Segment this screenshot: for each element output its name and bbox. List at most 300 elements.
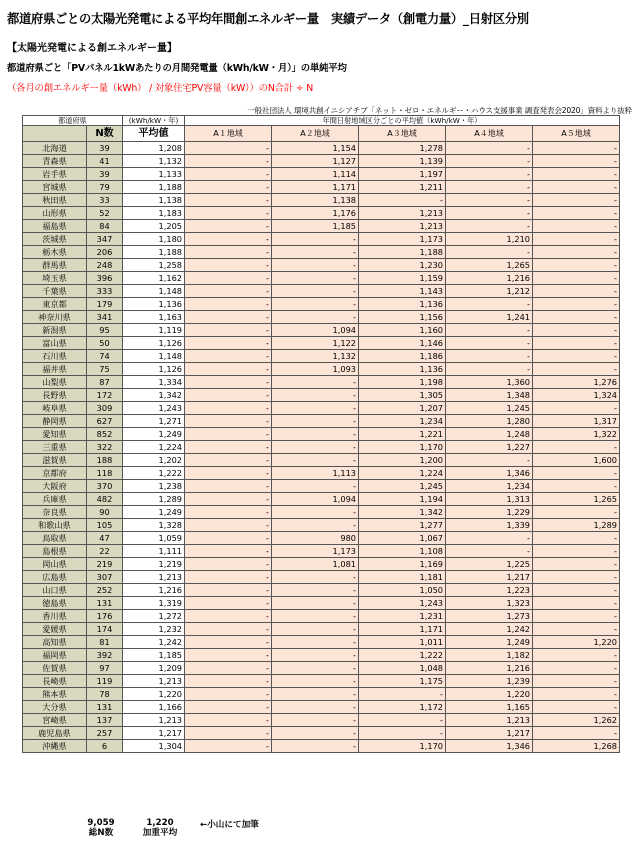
prefecture-cell: 新潟県 xyxy=(23,324,87,337)
a1-cell: - xyxy=(185,246,272,259)
a5-cell: - xyxy=(533,675,620,688)
n-cell: 252 xyxy=(87,584,123,597)
total-n xyxy=(84,818,118,838)
weighted-average xyxy=(132,818,188,838)
prefecture-cell: 石川県 xyxy=(23,350,87,363)
a5-cell: - xyxy=(533,571,620,584)
a1-cell: - xyxy=(185,168,272,181)
a3-cell: 1,011 xyxy=(359,636,446,649)
table-row xyxy=(23,259,620,272)
a4-cell: 1,165 xyxy=(446,701,533,714)
table-row xyxy=(23,285,620,298)
a3-cell: 1,170 xyxy=(359,740,446,753)
table-row xyxy=(23,142,620,155)
n-cell: 131 xyxy=(87,597,123,610)
a4-cell: 1,213 xyxy=(446,714,533,727)
a1-cell: - xyxy=(185,259,272,272)
avg-cell: 1,243 xyxy=(123,402,185,415)
a3-cell: - xyxy=(359,194,446,207)
a5-cell: - xyxy=(533,688,620,701)
a4-cell: 1,313 xyxy=(446,493,533,506)
a2-cell: 1,173 xyxy=(272,545,359,558)
a3-cell: 1,245 xyxy=(359,480,446,493)
a5-cell: - xyxy=(533,142,620,155)
table-row xyxy=(23,428,620,441)
a2-cell: 1,132 xyxy=(272,350,359,363)
a4-cell: - xyxy=(446,324,533,337)
prefecture-cell: 大阪府 xyxy=(23,480,87,493)
a4-cell: - xyxy=(446,454,533,467)
a1-cell: - xyxy=(185,467,272,480)
a2-cell: 1,094 xyxy=(272,493,359,506)
avg-cell: 1,188 xyxy=(123,246,185,259)
a2-cell: - xyxy=(272,428,359,441)
a2-cell: 1,093 xyxy=(272,363,359,376)
n-cell: 174 xyxy=(87,623,123,636)
avg-cell: 1,138 xyxy=(123,194,185,207)
a1-cell: - xyxy=(185,480,272,493)
a4-cell: 1,249 xyxy=(446,636,533,649)
a3-cell: 1,342 xyxy=(359,506,446,519)
a4-cell: 1,223 xyxy=(446,584,533,597)
table-row xyxy=(23,220,620,233)
a4-cell: 1,265 xyxy=(446,259,533,272)
avg-cell: 1,132 xyxy=(123,155,185,168)
n-cell: 188 xyxy=(87,454,123,467)
a5-cell: - xyxy=(533,311,620,324)
prefecture-cell: 北海道 xyxy=(23,142,87,155)
a3-cell: 1,170 xyxy=(359,441,446,454)
a3-cell: 1,175 xyxy=(359,675,446,688)
a4-cell: 1,239 xyxy=(446,675,533,688)
a4-cell: - xyxy=(446,207,533,220)
prefecture-cell: 鳥取県 xyxy=(23,532,87,545)
a4-cell: 1,217 xyxy=(446,727,533,740)
a3-cell: - xyxy=(359,727,446,740)
a5-cell: - xyxy=(533,584,620,597)
a2-cell: - xyxy=(272,571,359,584)
a1-cell: - xyxy=(185,272,272,285)
a2-cell: - xyxy=(272,480,359,493)
table-row xyxy=(23,740,620,753)
n-cell: 341 xyxy=(87,311,123,324)
table-row xyxy=(23,675,620,688)
a1-cell: - xyxy=(185,714,272,727)
a3-cell: 1,198 xyxy=(359,376,446,389)
a1-cell: - xyxy=(185,194,272,207)
n-cell: 47 xyxy=(87,532,123,545)
a4-cell: 1,225 xyxy=(446,558,533,571)
a3-cell: 1,231 xyxy=(359,610,446,623)
table-row xyxy=(23,623,620,636)
a5-cell: 1,268 xyxy=(533,740,620,753)
a3-cell: 1,278 xyxy=(359,142,446,155)
prefecture-cell: 香川県 xyxy=(23,610,87,623)
prefecture-cell: 佐賀県 xyxy=(23,662,87,675)
a3-cell: 1,221 xyxy=(359,428,446,441)
a5-cell: - xyxy=(533,480,620,493)
prefecture-cell: 山梨県 xyxy=(23,376,87,389)
a4-cell: 1,273 xyxy=(446,610,533,623)
prefecture-cell: 三重県 xyxy=(23,441,87,454)
avg-cell: 1,271 xyxy=(123,415,185,428)
a3-cell: 1,159 xyxy=(359,272,446,285)
avg-cell: 1,148 xyxy=(123,350,185,363)
weighted-avg-label: 加重平均 xyxy=(142,828,178,838)
avg-cell: 1,217 xyxy=(123,727,185,740)
n-cell: 333 xyxy=(87,285,123,298)
n-cell: 370 xyxy=(87,480,123,493)
avg-cell: 1,180 xyxy=(123,233,185,246)
a4-cell: - xyxy=(446,532,533,545)
a1-cell: - xyxy=(185,428,272,441)
table-row xyxy=(23,246,620,259)
table-row xyxy=(23,701,620,714)
avg-cell: 1,289 xyxy=(123,493,185,506)
prefecture-cell: 宮城県 xyxy=(23,181,87,194)
prefecture-cell: 福井県 xyxy=(23,363,87,376)
n-cell: 119 xyxy=(87,675,123,688)
table-row xyxy=(23,181,620,194)
a4-cell: 1,339 xyxy=(446,519,533,532)
a3-cell: 1,197 xyxy=(359,168,446,181)
n-cell: 172 xyxy=(87,389,123,402)
a4-cell: 1,248 xyxy=(446,428,533,441)
prefecture-cell: 京都府 xyxy=(23,467,87,480)
a5-cell: - xyxy=(533,155,620,168)
table-row xyxy=(23,298,620,311)
prefecture-cell: 兵庫県 xyxy=(23,493,87,506)
n-cell: 78 xyxy=(87,688,123,701)
a3-cell: 1,146 xyxy=(359,337,446,350)
prefecture-cell: 千葉県 xyxy=(23,285,87,298)
a4-cell: 1,323 xyxy=(446,597,533,610)
n-cell: 33 xyxy=(87,194,123,207)
a5-cell: - xyxy=(533,194,620,207)
table-row xyxy=(23,727,620,740)
a1-cell: - xyxy=(185,285,272,298)
avg-cell: 1,319 xyxy=(123,597,185,610)
pref-header-blank xyxy=(23,126,87,142)
prefecture-cell: 富山県 xyxy=(23,337,87,350)
a2-cell: 1,122 xyxy=(272,337,359,350)
avg-cell: 1,219 xyxy=(123,558,185,571)
avg-cell: 1,249 xyxy=(123,428,185,441)
a4-cell: 1,229 xyxy=(446,506,533,519)
avg-cell: 1,222 xyxy=(123,467,185,480)
a4-cell: 1,241 xyxy=(446,311,533,324)
avg-cell: 1,216 xyxy=(123,584,185,597)
a3-cell: 1,136 xyxy=(359,298,446,311)
a4-cell: - xyxy=(446,350,533,363)
table-row xyxy=(23,558,620,571)
a4-cell: 1,227 xyxy=(446,441,533,454)
a1-cell: - xyxy=(185,181,272,194)
page-title: 都道府県ごとの太陽光発電による平均年間創エネルギー量 実績データ（創電力量）_日射区分別 xyxy=(7,12,529,26)
avg-cell: 1,188 xyxy=(123,181,185,194)
avg-cell: 1,232 xyxy=(123,623,185,636)
a1-cell: - xyxy=(185,389,272,402)
a1-cell: - xyxy=(185,675,272,688)
avg-cell: 1,205 xyxy=(123,220,185,233)
a4-cell: - xyxy=(446,337,533,350)
prefecture-cell: 滋賀県 xyxy=(23,454,87,467)
a2-cell: 1,113 xyxy=(272,467,359,480)
a4-cell: - xyxy=(446,545,533,558)
a3-cell: 1,139 xyxy=(359,155,446,168)
avg-cell: 1,208 xyxy=(123,142,185,155)
n-cell: 392 xyxy=(87,649,123,662)
a2-cell: - xyxy=(272,519,359,532)
n-cell: 50 xyxy=(87,337,123,350)
avg-cell: 1,272 xyxy=(123,610,185,623)
region-a5-header: A５地域 xyxy=(533,126,620,142)
a1-cell: - xyxy=(185,363,272,376)
a1-cell: - xyxy=(185,558,272,571)
a2-cell: - xyxy=(272,298,359,311)
prefecture-cell: 熊本県 xyxy=(23,688,87,701)
a1-cell: - xyxy=(185,584,272,597)
prefecture-cell: 高知県 xyxy=(23,636,87,649)
table-row xyxy=(23,467,620,480)
n-cell: 95 xyxy=(87,324,123,337)
a2-cell: - xyxy=(272,389,359,402)
a2-cell: - xyxy=(272,649,359,662)
a4-cell: - xyxy=(446,363,533,376)
a1-cell: - xyxy=(185,610,272,623)
region-a2-header: A２地域 xyxy=(272,126,359,142)
a4-cell: 1,280 xyxy=(446,415,533,428)
a3-cell: - xyxy=(359,714,446,727)
a3-cell: 1,305 xyxy=(359,389,446,402)
a4-cell: 1,346 xyxy=(446,740,533,753)
prefecture-cell: 静岡県 xyxy=(23,415,87,428)
n-cell: 396 xyxy=(87,272,123,285)
a4-cell: 1,348 xyxy=(446,389,533,402)
a4-cell: 1,360 xyxy=(446,376,533,389)
avg-cell: 1,185 xyxy=(123,649,185,662)
a2-cell: 1,081 xyxy=(272,558,359,571)
a4-cell: 1,216 xyxy=(446,272,533,285)
n-cell: 87 xyxy=(87,376,123,389)
a5-cell: - xyxy=(533,727,620,740)
avg-cell: 1,163 xyxy=(123,311,185,324)
n-cell: 176 xyxy=(87,610,123,623)
a5-cell: - xyxy=(533,662,620,675)
prefecture-cell: 鹿児島県 xyxy=(23,727,87,740)
prefecture-cell: 福島県 xyxy=(23,220,87,233)
table-row xyxy=(23,480,620,493)
avg-cell: 1,342 xyxy=(123,389,185,402)
a2-cell: - xyxy=(272,597,359,610)
a3-cell: 1,200 xyxy=(359,454,446,467)
avg-cell: 1,213 xyxy=(123,675,185,688)
table-row xyxy=(23,597,620,610)
a1-cell: - xyxy=(185,324,272,337)
a2-cell: 1,185 xyxy=(272,220,359,233)
a2-cell: - xyxy=(272,662,359,675)
description: 都道府県ごと「PVパネル1kWあたりの月間発電量（kWh/kW・月）」の単純平均 xyxy=(7,63,347,74)
n-cell: 105 xyxy=(87,519,123,532)
a3-cell: 1,211 xyxy=(359,181,446,194)
header-row-2 xyxy=(23,126,620,142)
table-row xyxy=(23,584,620,597)
n-cell: 39 xyxy=(87,168,123,181)
prefecture-cell: 神奈川県 xyxy=(23,311,87,324)
a2-cell: - xyxy=(272,740,359,753)
a2-cell: 1,127 xyxy=(272,155,359,168)
a3-cell: 1,222 xyxy=(359,649,446,662)
a5-cell: 1,322 xyxy=(533,428,620,441)
avg-cell: 1,258 xyxy=(123,259,185,272)
table-row xyxy=(23,571,620,584)
a5-cell: 1,265 xyxy=(533,493,620,506)
avg-cell: 1,334 xyxy=(123,376,185,389)
a5-cell: - xyxy=(533,350,620,363)
avg-cell: 1,183 xyxy=(123,207,185,220)
a2-cell: 1,176 xyxy=(272,207,359,220)
total-n-label: 総N数 xyxy=(88,828,114,838)
a2-cell: - xyxy=(272,376,359,389)
a3-cell: 1,136 xyxy=(359,363,446,376)
a3-cell: 1,194 xyxy=(359,493,446,506)
prefecture-cell: 島根県 xyxy=(23,545,87,558)
avg-header: 平均値 xyxy=(123,126,185,142)
table-row xyxy=(23,272,620,285)
prefecture-cell: 茨城県 xyxy=(23,233,87,246)
table-row xyxy=(23,155,620,168)
a1-cell: - xyxy=(185,311,272,324)
avg-cell: 1,213 xyxy=(123,571,185,584)
n-cell: 41 xyxy=(87,155,123,168)
n-cell: 309 xyxy=(87,402,123,415)
a1-cell: - xyxy=(185,376,272,389)
a1-cell: - xyxy=(185,532,272,545)
a1-cell: - xyxy=(185,649,272,662)
table-row xyxy=(23,168,620,181)
a1-cell: - xyxy=(185,506,272,519)
a5-cell: - xyxy=(533,623,620,636)
a2-cell: - xyxy=(272,285,359,298)
a2-cell: - xyxy=(272,636,359,649)
avg-cell: 1,238 xyxy=(123,480,185,493)
a1-cell: - xyxy=(185,155,272,168)
prefecture-cell: 埼玉県 xyxy=(23,272,87,285)
prefecture-header: 都道府県 xyxy=(23,116,123,126)
avg-cell: 1,166 xyxy=(123,701,185,714)
a1-cell: - xyxy=(185,597,272,610)
n-cell: 84 xyxy=(87,220,123,233)
n-cell: 74 xyxy=(87,350,123,363)
prefecture-cell: 岐阜県 xyxy=(23,402,87,415)
n-cell: 206 xyxy=(87,246,123,259)
a3-cell: - xyxy=(359,688,446,701)
a1-cell: - xyxy=(185,298,272,311)
n-cell: 482 xyxy=(87,493,123,506)
n-cell: 627 xyxy=(87,415,123,428)
avg-cell: 1,059 xyxy=(123,532,185,545)
table-row xyxy=(23,350,620,363)
n-cell: 248 xyxy=(87,259,123,272)
a3-cell: 1,277 xyxy=(359,519,446,532)
a1-cell: - xyxy=(185,493,272,506)
a2-cell: - xyxy=(272,623,359,636)
region-a4-header: A４地域 xyxy=(446,126,533,142)
a1-cell: - xyxy=(185,220,272,233)
a5-cell: 1,220 xyxy=(533,636,620,649)
a2-cell: - xyxy=(272,402,359,415)
a1-cell: - xyxy=(185,233,272,246)
prefecture-cell: 広島県 xyxy=(23,571,87,584)
avg-cell: 1,224 xyxy=(123,441,185,454)
a3-cell: 1,213 xyxy=(359,207,446,220)
avg-cell: 1,328 xyxy=(123,519,185,532)
a1-cell: - xyxy=(185,454,272,467)
a1-cell: - xyxy=(185,337,272,350)
n-cell: 179 xyxy=(87,298,123,311)
a2-cell: 1,114 xyxy=(272,168,359,181)
a5-cell: - xyxy=(533,649,620,662)
n-cell: 39 xyxy=(87,142,123,155)
n-cell: 79 xyxy=(87,181,123,194)
a3-cell: 1,243 xyxy=(359,597,446,610)
a5-cell: 1,324 xyxy=(533,389,620,402)
a1-cell: - xyxy=(185,740,272,753)
a5-cell: 1,317 xyxy=(533,415,620,428)
table-row xyxy=(23,233,620,246)
avg-cell: 1,304 xyxy=(123,740,185,753)
table-row xyxy=(23,532,620,545)
region-a3-header: A３地域 xyxy=(359,126,446,142)
table-row xyxy=(23,415,620,428)
a4-cell: - xyxy=(446,246,533,259)
a4-cell: 1,234 xyxy=(446,480,533,493)
a5-cell: - xyxy=(533,298,620,311)
table-row xyxy=(23,454,620,467)
avg-cell: 1,249 xyxy=(123,506,185,519)
prefecture-cell: 青森県 xyxy=(23,155,87,168)
table-row xyxy=(23,688,620,701)
n-header: N数 xyxy=(87,126,123,142)
table-row xyxy=(23,389,620,402)
n-cell: 322 xyxy=(87,441,123,454)
a2-cell: - xyxy=(272,675,359,688)
a5-cell: - xyxy=(533,220,620,233)
n-cell: 81 xyxy=(87,636,123,649)
prefecture-cell: 岡山県 xyxy=(23,558,87,571)
table-row xyxy=(23,649,620,662)
table-row xyxy=(23,493,620,506)
table-row xyxy=(23,714,620,727)
a5-cell: - xyxy=(533,467,620,480)
a3-cell: 1,160 xyxy=(359,324,446,337)
a3-cell: 1,234 xyxy=(359,415,446,428)
a4-cell: 1,182 xyxy=(446,649,533,662)
n-cell: 257 xyxy=(87,727,123,740)
prefecture-cell: 徳島県 xyxy=(23,597,87,610)
table-row xyxy=(23,662,620,675)
handwritten-note: ←小山にて加筆 xyxy=(200,820,259,830)
avg-cell: 1,111 xyxy=(123,545,185,558)
prefecture-cell: 山口県 xyxy=(23,584,87,597)
n-cell: 118 xyxy=(87,467,123,480)
a5-cell: - xyxy=(533,441,620,454)
prefecture-cell: 秋田県 xyxy=(23,194,87,207)
section-heading: 【太陽光発電による創エネルギー量】 xyxy=(7,43,177,54)
a2-cell: 1,094 xyxy=(272,324,359,337)
a5-cell: - xyxy=(533,233,620,246)
a3-cell: 1,230 xyxy=(359,259,446,272)
